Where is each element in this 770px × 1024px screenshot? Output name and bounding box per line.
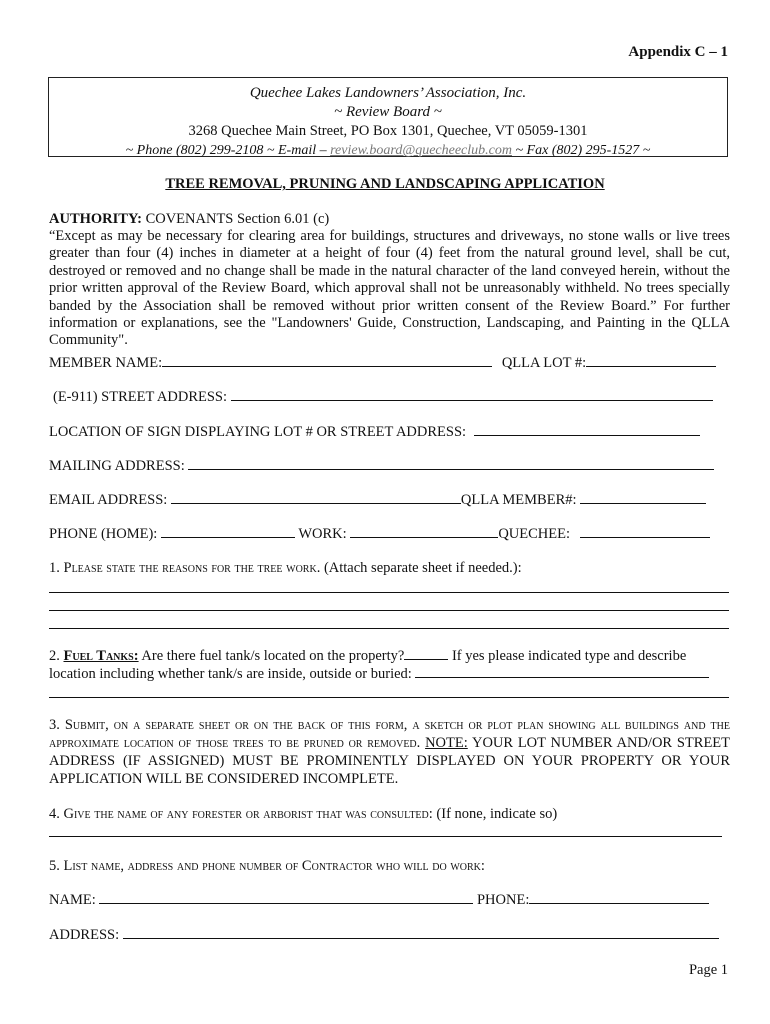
member-no-field[interactable] [580, 491, 706, 504]
quechee-field[interactable] [580, 525, 710, 538]
fuel-tank-answer-field[interactable] [404, 647, 448, 660]
contractor-address-row [49, 926, 719, 944]
contractor-phone-label: PHONE: [476, 892, 530, 908]
member-name-label: MEMBER NAME: [49, 355, 163, 371]
org-name: Quechee Lakes Landowners’ Association, Inc. [249, 85, 527, 101]
q2-lead: Fuel Tanks: [63, 648, 139, 664]
email-row [49, 491, 706, 509]
form-title: TREE REMOVAL, PRUNING AND LANDSCAPING APPLICATION [165, 176, 605, 192]
q2-number: 2. [49, 648, 60, 664]
contractor-name-field[interactable] [99, 891, 473, 904]
q2-text: Are there fuel tank/s located on the property? [141, 648, 405, 664]
question-2 [49, 647, 730, 683]
phone-text: ~ Phone (802) 299-2108 ~ E-mail – [125, 143, 327, 158]
member-name-row [49, 354, 716, 372]
q4-number: 4. [49, 806, 60, 822]
mailing-field[interactable] [188, 457, 714, 470]
member-no-label: QLLA MEMBER#: [460, 492, 577, 508]
sign-location-field[interactable] [474, 423, 700, 436]
q1-number: 1. [49, 560, 60, 576]
q2-answer-line[interactable] [49, 697, 729, 698]
email-label: EMAIL ADDRESS: [49, 492, 168, 508]
contractor-name-row [49, 891, 709, 909]
phone-home-field[interactable] [161, 525, 295, 538]
q1-answer-line-3[interactable] [49, 628, 729, 629]
contractor-phone-field[interactable] [529, 891, 709, 904]
phone-home-label: PHONE (HOME): [49, 526, 158, 542]
q5-lead: List name, address and phone number of Contractor who will do work: [63, 858, 485, 874]
covenant-quote: “Except as may be necessary for clearing area for buildings, structures and driveways, no stone walls or live trees greater than four (4) inches in diameter at a height of four (4) feet from the natural ground level, shall be cut, destroyed or removed and no change shall be made in the natural character of the land conveyed herein, without the prior written approval of the Review Board, which approval shall not be unreasonably withheld. No trees specially banded by the Association shall be removed without prior written consent of the Review Board.” For further information or explanations, see the "Landowners' Guide, Construction, Landscaping, and Painting in the QLLA Community". [49, 228, 730, 349]
contractor-address-field[interactable] [123, 926, 719, 939]
authority-label: AUTHORITY: [49, 211, 142, 227]
lot-field[interactable] [586, 354, 716, 367]
quechee-label: QUECHEE: [498, 526, 570, 542]
q1-lead: Please state the reasons for the tree work. [63, 560, 321, 576]
q1-answer-line-2[interactable] [49, 610, 729, 611]
appendix-label: Appendix C – 1 [628, 44, 728, 60]
q2-line2: location including whether tank/s are inside, outside or buried: [49, 666, 412, 682]
q5-number: 5. [49, 858, 60, 874]
contractor-name-label: NAME: [49, 892, 96, 908]
board-name: ~ Review Board ~ [334, 104, 442, 120]
email-field[interactable] [171, 491, 461, 504]
sign-location-row [49, 423, 700, 441]
association-header-box [48, 77, 728, 157]
work-field[interactable] [350, 525, 498, 538]
q3-lead: Submit, on a separate sheet or on the back of this form, a sketch or plot plan showing all buildings and the approximate location of those trees to be pruned or removed. [49, 717, 731, 751]
contact-line [49, 141, 727, 160]
q3-number: 3. [49, 717, 60, 733]
question-3 [49, 716, 730, 788]
q1-tail: (Attach separate sheet if needed.): [323, 560, 522, 576]
street-label: (E-911) STREET ADDRESS: [53, 389, 228, 405]
lot-label: QLLA LOT #: [501, 355, 587, 371]
authority-line [49, 211, 329, 228]
street-row [53, 388, 713, 406]
question-5 [49, 857, 485, 875]
member-name-field[interactable] [162, 354, 492, 367]
mailing-row [49, 457, 714, 475]
q4-lead: Give the name of any forester or arborist that was consulted: [63, 806, 433, 822]
page-number: Page 1 [688, 962, 728, 978]
email-link[interactable]: review.board@quecheeclub.com [330, 143, 512, 158]
question-1 [49, 559, 522, 577]
work-label: WORK: [298, 526, 347, 542]
authority-text: COVENANTS Section 6.01 (c) [145, 211, 330, 227]
q2-text2: If yes please indicated type and describe [451, 648, 687, 664]
street-field[interactable] [231, 388, 713, 401]
contractor-address-label: ADDRESS: [49, 927, 120, 943]
mailing-label: MAILING ADDRESS: [49, 458, 185, 474]
fax-text: ~ Fax (802) 295-1527 ~ [515, 143, 651, 158]
q3-note-label: NOTE: [425, 735, 468, 751]
fuel-tank-location-field[interactable] [415, 665, 709, 678]
q3-note: YOUR LOT NUMBER AND/OR STREET ADDRESS (IF ASSIGNED) MUST BE PROMINENTLY DISPLAYED ON YOUR PROPERTY OR YOUR APPLICATION WILL BE CONSIDERED INCOMPLETE. [49, 735, 731, 787]
question-4 [49, 805, 557, 823]
phone-row [49, 525, 710, 543]
q4-tail: (If none, indicate so) [436, 806, 558, 822]
org-address: 3268 Quechee Main Street, PO Box 1301, Quechee, VT 05059-1301 [188, 123, 588, 139]
q4-answer-line[interactable] [49, 836, 722, 837]
q1-answer-line-1[interactable] [49, 592, 729, 593]
sign-location-label: LOCATION OF SIGN DISPLAYING LOT # OR STREET ADDRESS: [49, 424, 467, 440]
